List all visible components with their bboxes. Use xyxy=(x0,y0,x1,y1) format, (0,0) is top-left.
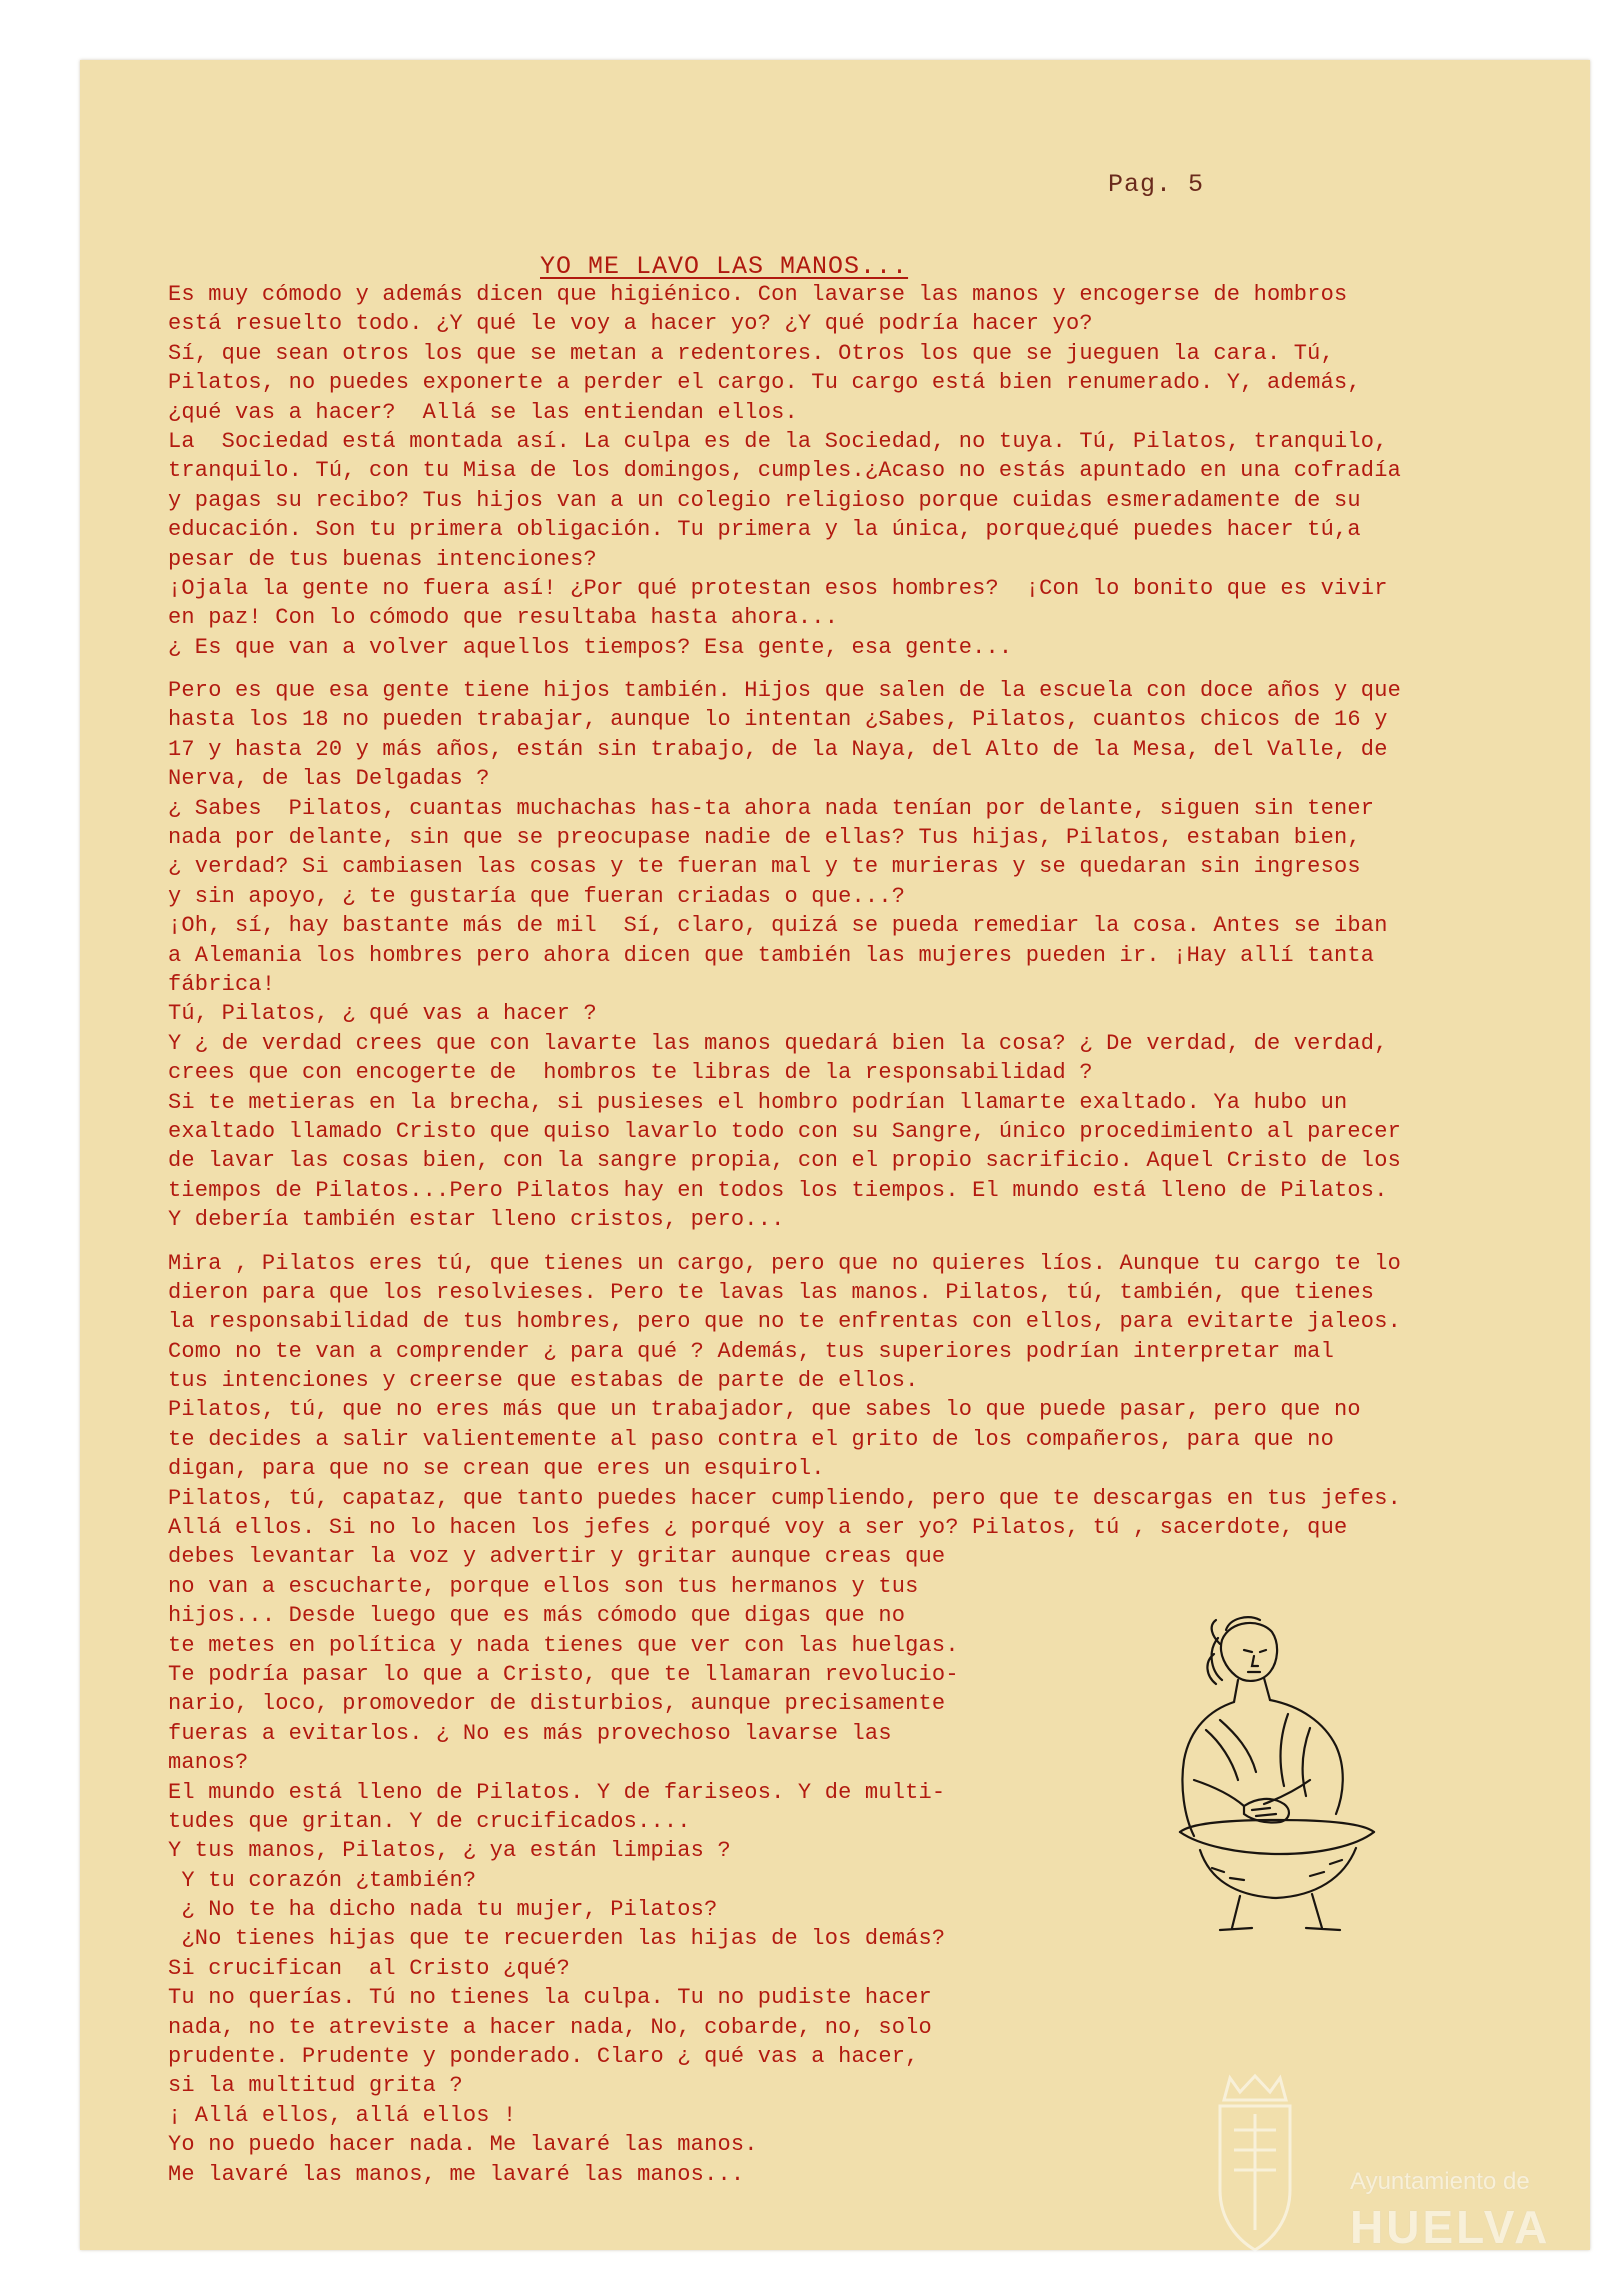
page-number: Pag. 5 xyxy=(1108,170,1205,199)
text-line: fueras a evitarlos. ¿ No es más provechoso lavarse las xyxy=(168,1720,892,1746)
text-line: te decides a salir valientemente al paso contra el grito de los compañeros, para que no xyxy=(168,1426,1334,1452)
text-line: ¿ Sabes Pilatos, cuantas muchachas has-ta ahora nada tenían por delante, siguen sin tener xyxy=(168,795,1375,821)
text-line: pesar de tus buenas intenciones? xyxy=(168,546,597,572)
text-line: Sí, que sean otros los que se metan a redentores. Otros los que se jueguen la cara. Tú, xyxy=(168,340,1334,366)
text-line: ¿ No te ha dicho nada tu mujer, Pilatos? xyxy=(168,1897,718,1923)
text-line: 17 y hasta 20 y más años, están sin trabajo, de la Naya, del Alto de la Mesa, del Valle, de xyxy=(168,736,1388,762)
text-line: Y tus manos, Pilatos, ¿ ya están limpias ? xyxy=(168,1838,731,1864)
text-line: Allá ellos. Si no lo hacen los jefes ¿ porqué voy a ser yo? Pilatos, tú , sacerdote, que xyxy=(168,1515,1348,1541)
text-line: Me lavaré las manos, me lavaré las manos... xyxy=(168,2161,745,2187)
text-line: manos? xyxy=(168,1750,249,1776)
text-line: nario, loco, promovedor de disturbios, aunque precisamente xyxy=(168,1691,946,1717)
text-line: ¡Ojala la gente no fuera así! ¿Por qué protestan esos hombres? ¡Con lo bonito que es vivir xyxy=(168,575,1388,601)
text-line: digan, para que no se crean que eres un esquirol. xyxy=(168,1456,825,1482)
text-line: en paz! Con lo cómodo que resultaba hasta ahora... xyxy=(168,605,839,631)
text-line: Pilatos, tú, capataz, que tanto puedes hacer cumpliendo, pero que te descargas en tus jefes. xyxy=(168,1485,1401,1511)
text-line: ¿ Es que van a volver aquellos tiempos? Esa gente, esa gente... xyxy=(168,634,1013,660)
text-line: la responsabilidad de tus hombres, pero que no te enfrentas con ellos, para evitarte jaleos. xyxy=(168,1309,1401,1335)
text-line: hasta los 18 no pueden trabajar, aunque lo intentan ¿Sabes, Pilatos, cuantos chicos de 16 y xyxy=(168,707,1388,733)
text-line: ¡ Allá ellos, allá ellos ! xyxy=(168,2102,517,2128)
text-line: ¿ verdad? Si cambiasen las cosas y te fueran mal y te murieras y se quedaran sin ingresos xyxy=(168,854,1361,880)
text-line: tiempos de Pilatos...Pero Pilatos hay en todos los tiempos. El mundo está lleno de Pilatos. xyxy=(168,1177,1388,1203)
huelva-crest-icon xyxy=(1200,2070,1310,2260)
text-line: Mira , Pilatos eres tú, que tienes un cargo, pero que no quieres líos. Aunque tu cargo te lo xyxy=(168,1250,1401,1276)
text-line: Tu no querías. Tú no tienes la culpa. Tu no pudiste hacer xyxy=(168,1985,932,2011)
watermark-line-2: HUELVA xyxy=(1350,2201,1551,2253)
paragraph-gap xyxy=(168,1235,1488,1249)
text-line: educación. Son tu primera obligación. Tu primera y la única, porque¿qué puedes hacer tú,a xyxy=(168,517,1361,543)
text-line: prudente. Prudente y ponderado. Claro ¿ qué vas a hacer, xyxy=(168,2044,919,2070)
text-line: ¿No tienes hijas que te recuerden las hijas de los demás? xyxy=(168,1926,946,1952)
text-line: Pero es que esa gente tiene hijos también. Hijos que salen de la escuela con doce años y que xyxy=(168,678,1401,704)
text-line: si la multitud grita ? xyxy=(168,2073,463,2099)
text-line: Pilatos, tú, que no eres más que un trabajador, que sabes lo que puede pasar, pero que no xyxy=(168,1397,1361,1423)
text-line: hijos... Desde luego que es más cómodo que digas que no xyxy=(168,1603,906,1629)
text-line: Te podría pasar lo que a Cristo, que te llamaran revolucio- xyxy=(168,1661,959,1687)
text-line: Yo no puedo hacer nada. Me lavaré las manos. xyxy=(168,2132,758,2158)
watermark xyxy=(1200,2070,1580,2260)
text-line: nada por delante, sin que se preocupase nadie de ellas? Tus hijas, Pilatos, estaban bien, xyxy=(168,825,1361,851)
text-line: tranquilo. Tú, con tu Misa de los domingos, cumples.¿Acaso no estás apuntado en una cofradía xyxy=(168,458,1401,484)
text-line: Y debería también estar lleno cristos, pero... xyxy=(168,1207,785,1233)
text-line: te metes en política y nada tienes que ver con las huelgas. xyxy=(168,1632,959,1658)
text-line: a Alemania los hombres pero ahora dicen que también las mujeres pueden ir. ¡Hay allí tanta xyxy=(168,942,1375,968)
watermark-line-1: Ayuntamiento de xyxy=(1350,2168,1530,2195)
text-line: fábrica! xyxy=(168,971,276,997)
text-line: dieron para que los resolvieses. Pero te lavas las manos. Pilatos, tú, también, que tienes xyxy=(168,1279,1375,1305)
text-line: Nerva, de las Delgadas ? xyxy=(168,766,490,792)
text-line: Si te metieras en la brecha, si pusieses el hombro podrían llamarte exaltado. Ya hubo un xyxy=(168,1089,1348,1115)
text-line: Como no te van a comprender ¿ para qué ? Además, tus superiores podrían interpretar mal xyxy=(168,1338,1334,1364)
text-line: no van a escucharte, porque ellos son tus hermanos y tus xyxy=(168,1573,919,1599)
text-line: Y ¿ de verdad crees que con lavarte las manos quedará bien la cosa? ¿ De verdad, de verdad, xyxy=(168,1030,1388,1056)
text-line: La Sociedad está montada así. La culpa es de la Sociedad, no tuya. Tú, Pilatos, tranquilo, xyxy=(168,428,1388,454)
text-line: está resuelto todo. ¿Y qué le voy a hacer yo? ¿Y qué podría hacer yo? xyxy=(168,311,1093,337)
text-line: Pilatos, no puedes exponerte a perder el cargo. Tu cargo está bien renumerado. Y, además, xyxy=(168,370,1361,396)
text-line: El mundo está lleno de Pilatos. Y de fariseos. Y de multi- xyxy=(168,1779,946,1805)
text-line: exaltado llamado Cristo que quiso lavarlo todo con su Sangre, único procedimiento al parecer xyxy=(168,1118,1401,1144)
text-line: y pagas su recibo? Tus hijos van a un colegio religioso porque cuidas esmeradamente de su xyxy=(168,487,1361,513)
text-line: Tú, Pilatos, ¿ qué vas a hacer ? xyxy=(168,1001,597,1027)
text-line: ¡Oh, sí, hay bastante más de mil Sí, claro, quizá se pueda remediar la cosa. Antes se iban xyxy=(168,913,1388,939)
text-line: crees que con encogerte de hombros te libras de la responsabilidad ? xyxy=(168,1060,1093,1086)
text-line: Si crucifican al Cristo ¿qué? xyxy=(168,1955,571,1981)
text-line: y sin apoyo, ¿ te gustaría que fueran criadas o que...? xyxy=(168,883,906,909)
text-line: Y tu corazón ¿también? xyxy=(168,1867,477,1893)
pilate-sketch-icon xyxy=(1160,1610,1390,1940)
text-line: debes levantar la voz y advertir y gritar aunque creas que xyxy=(168,1544,946,1570)
text-line: ¿qué vas a hacer? Allá se las entiendan ellos. xyxy=(168,399,798,425)
text-line: de lavar las cosas bien, con la sangre propia, con el propio sacrificio. Aquel Cristo de los xyxy=(168,1148,1401,1174)
text-line: Es muy cómodo y además dicen que higiénico. Con lavarse las manos y encogerse de hombros xyxy=(168,282,1348,307)
paragraph-gap xyxy=(168,662,1488,676)
text-line: nada, no te atreviste a hacer nada, No, cobarde, no, solo xyxy=(168,2014,932,2040)
text-line: tus intenciones y creerse que estabas de parte de ellos. xyxy=(168,1368,919,1394)
text-line: tudes que gritan. Y de crucificados.... xyxy=(168,1808,691,1834)
page-title: YO ME LAVO LAS MANOS... xyxy=(540,252,909,281)
